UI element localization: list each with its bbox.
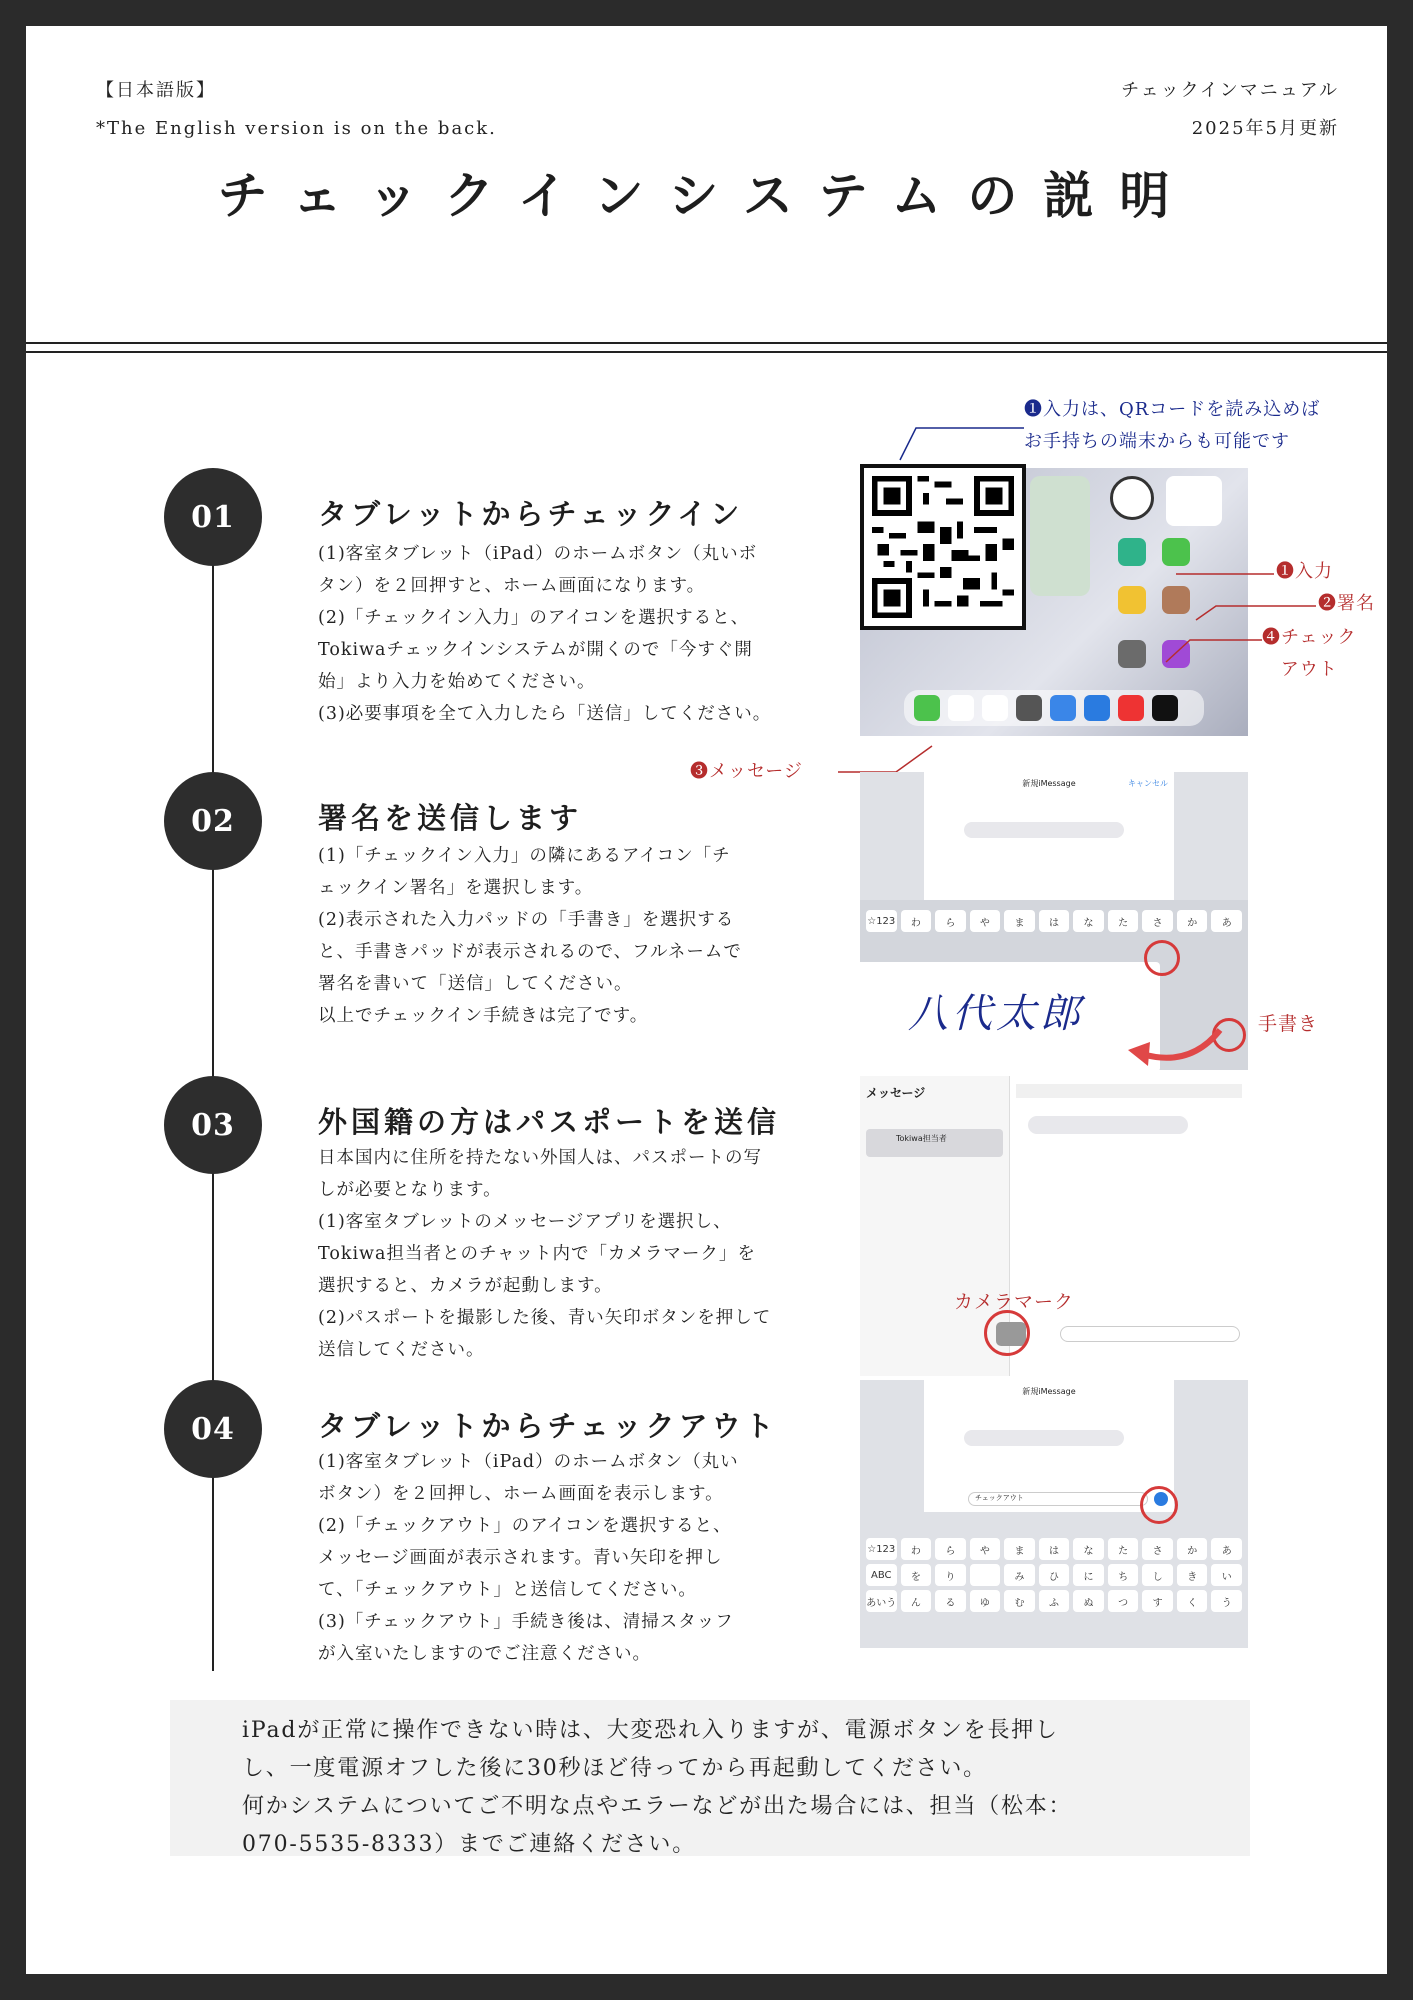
annotation-checkout-line2: アウト xyxy=(1280,659,1338,680)
help-note-line: 070-5535-8333）までご連絡ください。 xyxy=(242,1832,697,1857)
message-bubble xyxy=(964,822,1124,838)
step-line: Tokiwa担当者とのチャット内で「カメラマーク」を xyxy=(318,1244,756,1264)
checkout-keyboard[interactable]: ☆123 わ ら や ま は な た さ か あ ABC を り み ひ に ち し き い あいう ん る ゆ む ふ ぬ つ す く う xyxy=(860,1530,1248,1648)
annotation-signature: ❷署名 xyxy=(1318,593,1375,614)
step-line: が入室いたしますのでご注意ください。 xyxy=(318,1644,651,1664)
step-line: (2)「チェックイン入力」のアイコンを選択すると、 xyxy=(318,608,750,628)
qr-note-pointer xyxy=(896,424,1026,466)
imessage-title: 新規iMessage xyxy=(1022,779,1076,788)
step-line: 始」より入力を始めてください。 xyxy=(318,672,596,692)
step-line: 署名を書いて「送信」してください。 xyxy=(318,974,633,994)
annotation-handwriting: 手書き xyxy=(1258,1013,1319,1035)
step-line: ボタン）を２回押し、ホーム画面を表示します。 xyxy=(318,1484,724,1504)
divider-bottom xyxy=(26,351,1387,353)
qr-code-image xyxy=(872,476,1014,618)
annotation-camera-mark: カメラマーク xyxy=(954,1291,1075,1313)
checkout-received-bubble xyxy=(964,1430,1124,1446)
step-line: (2)表示された入力パッドの「手書き」を選択する xyxy=(318,910,735,930)
header-right xyxy=(1121,72,1339,148)
dock-messages-icon[interactable] xyxy=(914,695,940,721)
dock-calendar-icon[interactable] xyxy=(982,695,1008,721)
step-line: 送信してください。 xyxy=(318,1340,485,1360)
received-bubble xyxy=(1028,1116,1188,1134)
annotation-pointers xyxy=(1136,558,1336,668)
step-line: (3)「チェックアウト」手続き後は、清掃スタッフ xyxy=(318,1612,734,1632)
english-version-note: *The English version is on the back. xyxy=(96,118,497,139)
step-line: (3)必要事項を全て入力したら「送信」してください。 xyxy=(318,704,772,724)
updated-date: 2025年5月更新 xyxy=(1191,118,1339,139)
step-line: メッセージ画面が表示されます。青い矢印を押し xyxy=(318,1548,723,1568)
dock-weather-icon[interactable] xyxy=(1050,695,1076,721)
handwritten-signature: 八代太郎 xyxy=(908,991,1084,1037)
send-highlight-circle xyxy=(1140,1486,1178,1524)
dock-appstore-icon[interactable] xyxy=(1084,695,1110,721)
qr-note xyxy=(1024,394,1320,458)
step-line: ェックイン署名」を選択します。 xyxy=(318,878,594,898)
step-number-01: 01 xyxy=(164,468,262,566)
annotation-input: ❶入力 xyxy=(1276,561,1333,582)
step-body-04 xyxy=(318,1446,858,1670)
messages-app-title: メッセージ xyxy=(866,1086,926,1100)
curved-arrow xyxy=(1120,1024,1230,1070)
qr-note-line1: ❶入力は、QRコードを読み込めば xyxy=(1024,399,1321,420)
dock xyxy=(904,690,1204,726)
checkout-screenshot xyxy=(860,1380,1248,1648)
checkout-input[interactable]: チェックアウト xyxy=(968,1492,1148,1506)
header-left xyxy=(96,72,497,148)
annotation-message: ❸メッセージ xyxy=(690,761,803,782)
handwriting-pad[interactable] xyxy=(860,962,1160,1070)
checkout-imessage-title: 新規iMessage xyxy=(1022,1387,1076,1396)
message-pointer xyxy=(836,742,946,776)
step-line: て、「チェックアウト」と送信してください。 xyxy=(318,1580,697,1600)
dock-clock-icon[interactable] xyxy=(948,695,974,721)
help-note xyxy=(170,1700,1250,1856)
annotation-checkout-line1: ❹チェック xyxy=(1262,627,1357,648)
qr-code[interactable] xyxy=(860,464,1026,630)
handwriting-screenshot xyxy=(860,772,1248,1070)
step-number-04: 04 xyxy=(164,1380,262,1478)
step-line: (2)「チェックアウト」のアイコンを選択すると、 xyxy=(318,1516,732,1536)
qr-note-line2: お手持ちの端末からも可能です xyxy=(1024,431,1290,452)
dock-tv-icon[interactable] xyxy=(1152,695,1178,721)
step-line: (2)パスポートを撮影した後、青い矢印ボタンを押して xyxy=(318,1308,772,1328)
manual-page xyxy=(26,26,1387,1974)
page-title: チェックインシステムの説明 xyxy=(217,166,1196,225)
cancel-button[interactable]: キャンセル xyxy=(1128,779,1168,788)
calendar-widget xyxy=(1166,476,1222,526)
step-number-02: 02 xyxy=(164,772,262,870)
step-body-03 xyxy=(318,1142,858,1366)
clock-icon xyxy=(1110,476,1154,520)
dock-youtube-icon[interactable] xyxy=(1118,695,1144,721)
step-line: 以上でチェックイン手続きは完了です。 xyxy=(318,1006,649,1026)
edition-label: 【日本語版】 xyxy=(96,80,216,101)
divider-top xyxy=(26,342,1387,344)
step-title-04: タブレットからチェックアウト xyxy=(318,1409,778,1443)
step-line: 日本国内に住所を持たない外国人は、パスポートの写 xyxy=(318,1148,762,1168)
step-line: タン）を２回押すと、ホーム画面になります。 xyxy=(318,576,706,596)
step-line: Tokiwaチェックインシステムが開くので「今すぐ開 xyxy=(318,640,753,660)
step-title-02: 署名を送信します xyxy=(318,801,583,835)
message-header-bar xyxy=(1016,1084,1242,1098)
imessage-compose xyxy=(924,772,1174,900)
message-input[interactable] xyxy=(1060,1326,1240,1342)
contact-tokiwa[interactable]: Tokiwa担当者 xyxy=(866,1129,1003,1157)
help-note-line: iPadが正常に操作できない時は、大変恐れ入りますが、電源ボタンを長押し xyxy=(242,1718,1059,1743)
step-line: (1)客室タブレット（iPad）のホームボタン（丸いボ xyxy=(318,544,758,564)
dock-camera-icon[interactable] xyxy=(1016,695,1042,721)
step-body-02 xyxy=(318,840,858,1032)
help-note-line: 何かシステムについてご不明な点やエラーなどが出た場合には、担当（松本： xyxy=(242,1794,1073,1819)
map-widget xyxy=(1030,476,1090,596)
step-line: 選択すると、カメラが起動します。 xyxy=(318,1276,613,1296)
step-body-01 xyxy=(318,538,858,730)
messages-screenshot xyxy=(860,1076,1248,1376)
step-line: と、手書きパッドが表示されるので、フルネームで xyxy=(318,942,742,962)
done-highlight-circle xyxy=(1144,940,1180,976)
japanese-keyboard[interactable]: ☆123 わ ら や ま は な た さ か あ xyxy=(860,900,1248,1070)
step-line: (1)「チェックイン入力」の隣にあるアイコン「チ xyxy=(318,846,731,866)
step-number-03: 03 xyxy=(164,1076,262,1174)
step-line: (1)客室タブレットのメッセージアプリを選択し、 xyxy=(318,1212,732,1232)
step-title-01: タブレットからチェックイン xyxy=(318,497,744,531)
step-title-03: 外国籍の方はパスポートを送信 xyxy=(318,1105,781,1139)
checkout-compose xyxy=(924,1380,1174,1512)
help-note-line: し、一度電源オフした後に30秒ほど待ってから再起動してください。 xyxy=(242,1756,987,1781)
manual-name: チェックインマニュアル xyxy=(1121,80,1339,101)
step-line: しが必要となります。 xyxy=(318,1180,502,1200)
step-line: (1)客室タブレット（iPad）のホームボタン（丸い xyxy=(318,1452,739,1472)
